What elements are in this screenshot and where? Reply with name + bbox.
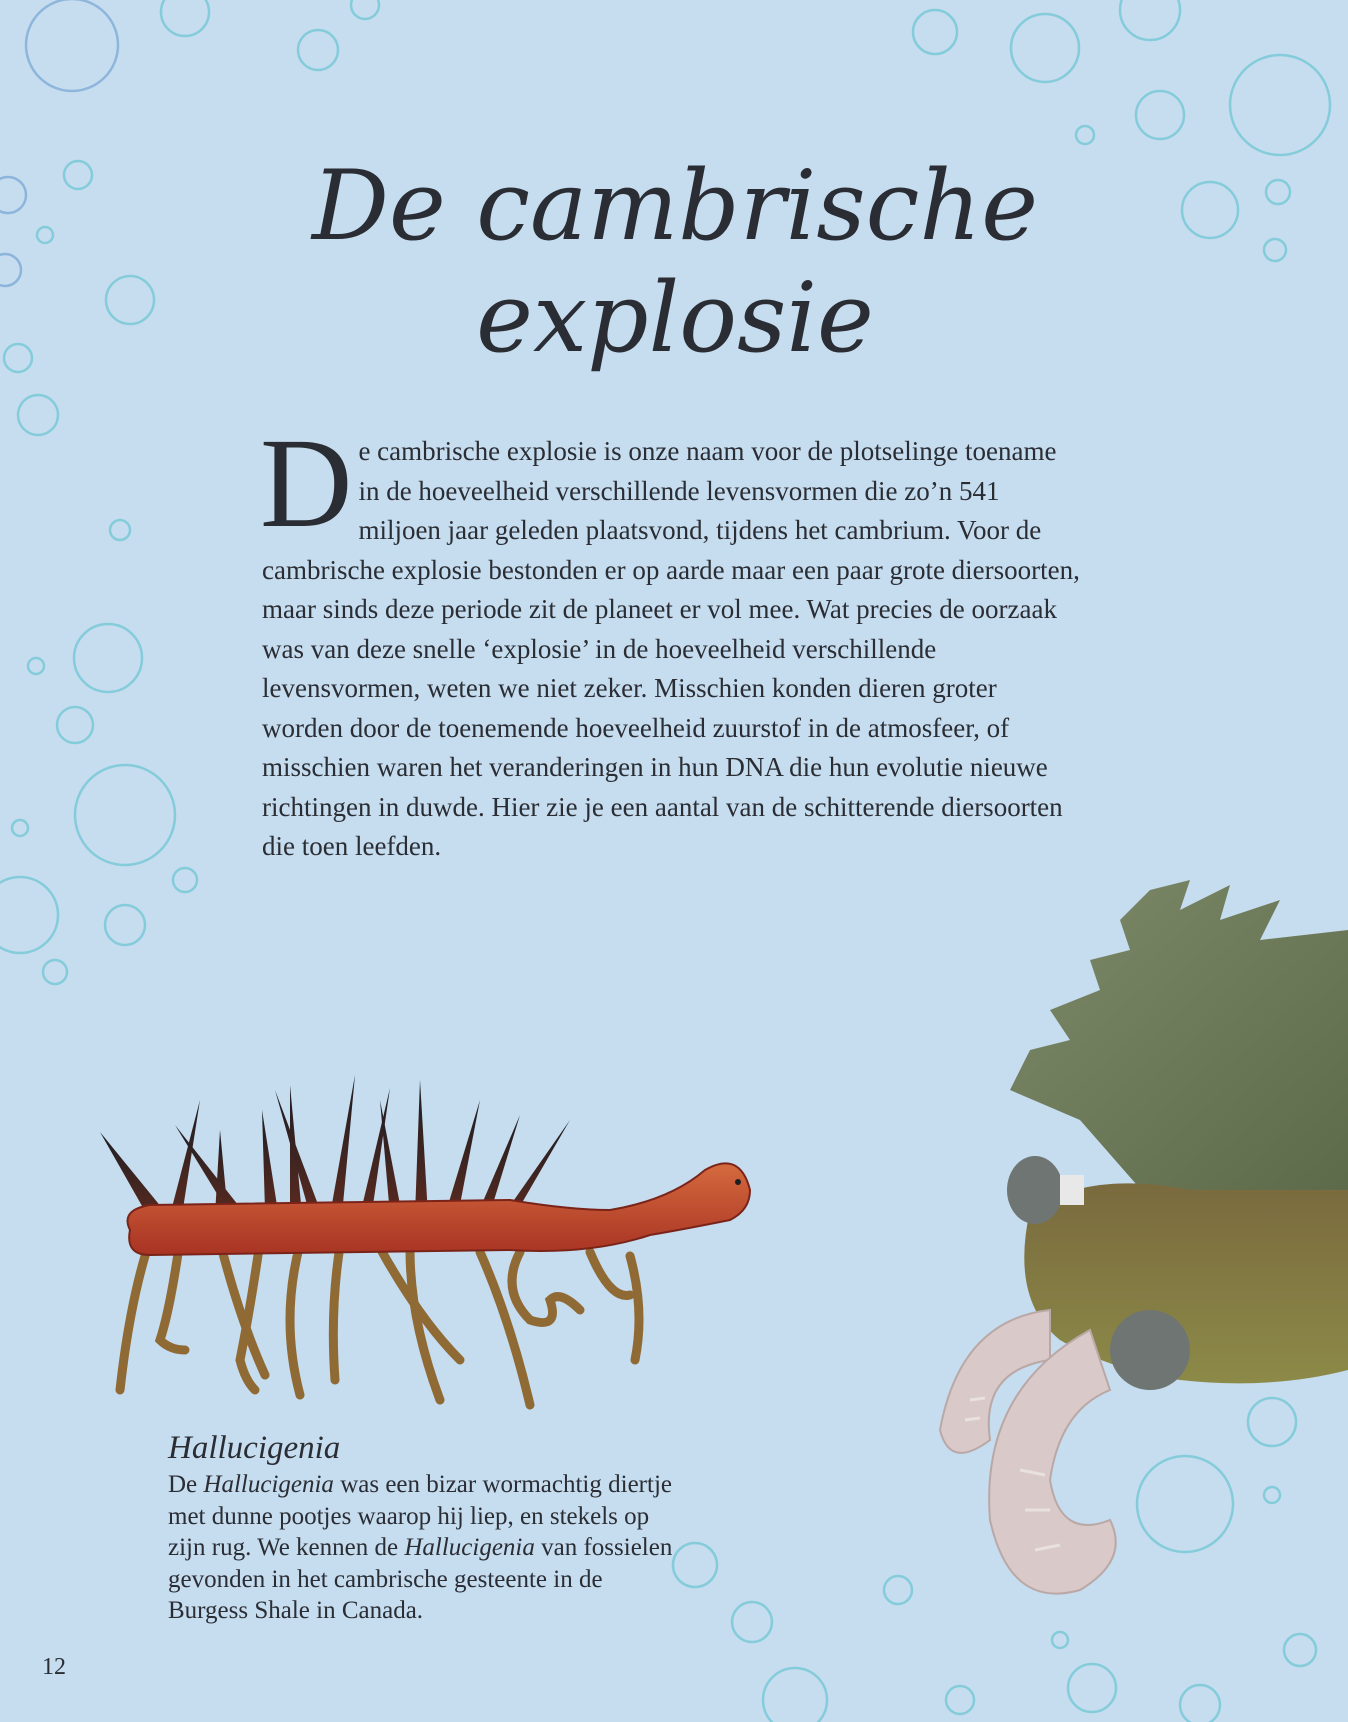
drop-cap: D	[260, 412, 353, 554]
intro-paragraph	[260, 412, 1082, 867]
anomalocaris-illustration	[850, 870, 1348, 1630]
page-title	[270, 150, 1080, 374]
hallucigenia-illustration	[90, 1060, 830, 1450]
caption-species-name-2: Hallucigenia	[404, 1534, 535, 1561]
caption-title: Hallucigenia	[168, 1430, 341, 1466]
caption-text-part-1: De	[168, 1471, 204, 1498]
intro-text: e cambrische explosie is onze naam voor de plotselinge toename in de hoeveelheid verschillende levensvormen die zo’n 541 miljoen jaar geleden plaatsvond, tijdens het cambrium. Voor de cambrische explosie bestonden er op aarde maar een paar grote diersoorten, maar sinds deze periode zit de planeet er vol mee. Wat precies de oorzaak was van deze snelle ‘explosie’ in de hoeveelheid verschillende levensvormen, weten we niet zeker. Misschien konden dieren groter worden door de toenemende hoeveelheid zuurstof in de atmosfeer, of misschien waren het veranderingen in hun DNA die hun evolutie nieuwe richtingen in duwde. Hier zie je een aantal van de schitterende diersoorten die toen leefden.	[262, 436, 1080, 861]
title-line-1: De cambrische	[311, 150, 1039, 262]
page-number: 12	[42, 1654, 66, 1680]
caption-text-part-2: was een bizar wormachtig diertje met dunne pootjes waarop hij liep, en stekels op zijn rug. We kennen de	[168, 1471, 672, 1561]
caption	[168, 1430, 688, 1627]
caption-text-part-3: van fossielen gevonden in het cambrische gesteente in de Burgess Shale in Canada.	[168, 1534, 673, 1624]
caption-species-name-1: Hallucigenia	[203, 1471, 334, 1498]
title-line-2: explosie	[476, 262, 874, 374]
caption-text	[168, 1469, 688, 1627]
